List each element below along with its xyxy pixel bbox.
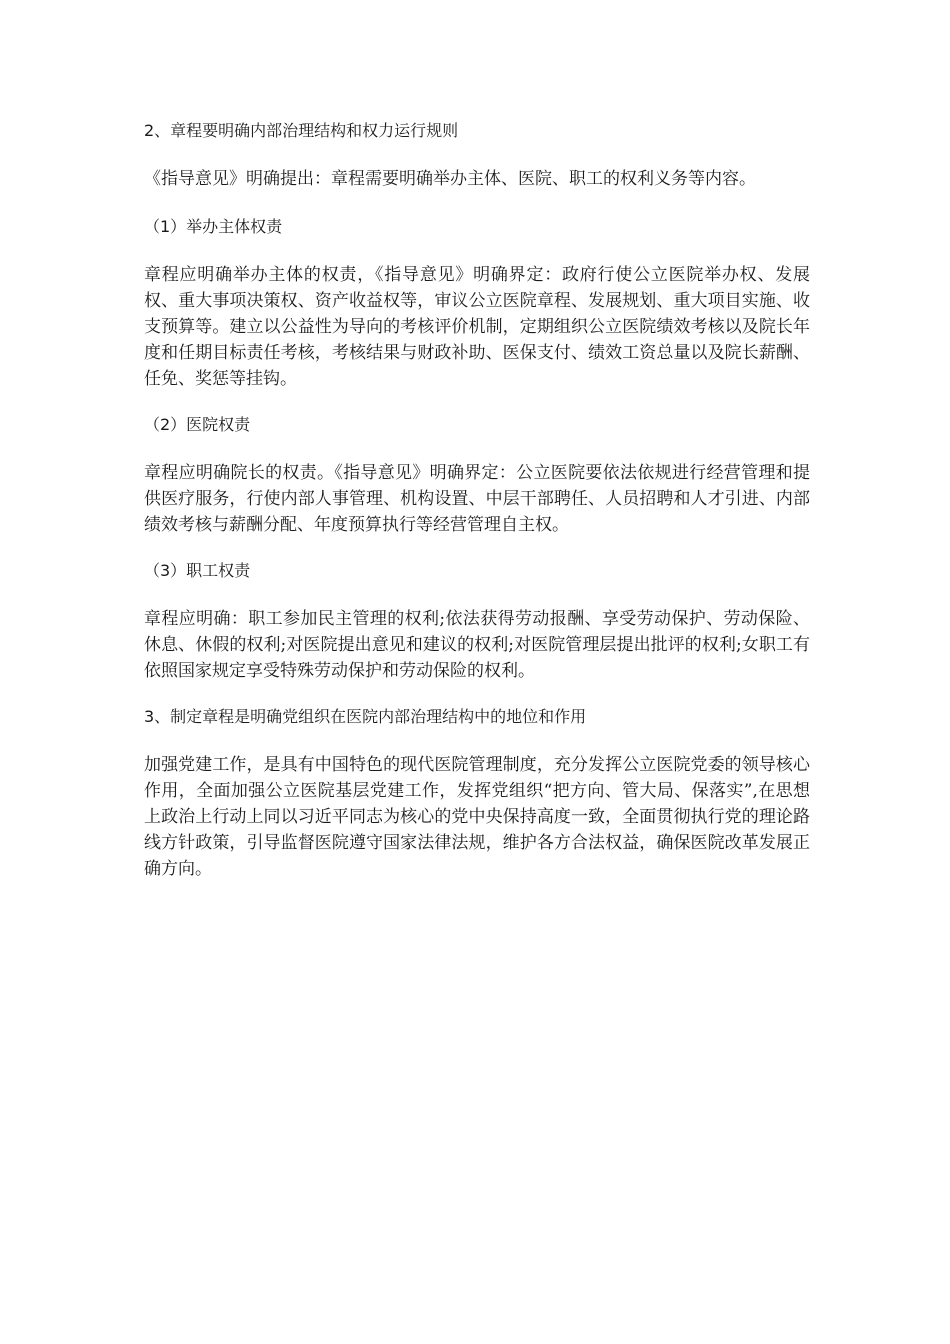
document-body bbox=[144, 118, 810, 904]
subsection-2-title: （2）医院权责 bbox=[144, 415, 251, 434]
section-3-body: 加强党建工作，是具有中国特色的现代医院管理制度，充分发挥公立医院党委的领导核心作用，全面加强公立医院基层党建工作，发挥党组织“把方向、管大局、保落实”,在思想上政治上行动上同以习近平同志为核心的党中央保持高度一致，全面贯彻执行党的理论路线方针政策，引导监督医院遵守国家法律法规，维护各方合法权益，确保医院改革发展正确方向。 bbox=[144, 755, 810, 879]
section-3-title: 3、制定章程是明确党组织在医院内部治理结构中的地位和作用 bbox=[144, 707, 587, 726]
subsection-1-body: 章程应明确举办主体的权责，《指导意见》明确界定：政府行使公立医院举办权、发展权、重大事项决策权、资产收益权等，审议公立医院章程、发展规划、重大项目实施、收支预算等。建立以公益性为导向的考核评价机制，定期组织公立医院绩效考核以及院长年度和任期目标责任考核，考核结果与财政补助、医保支付、绩效工资总量以及院长薪酬、任免、奖惩等挂钩。 bbox=[144, 265, 810, 389]
subsection-3-title: （3）职工权责 bbox=[144, 561, 251, 580]
subsection-3-body: 章程应明确：职工参加民主管理的权利;依法获得劳动报酬、享受劳动保护、劳动保险、休息、休假的权利;对医院提出意见和建议的权利;对医院管理层提出批评的权利;女职工有依照国家规定享受特殊劳动保护和劳动保险的权利。 bbox=[144, 609, 810, 681]
section-2-title: 2、章程要明确内部治理结构和权力运行规则 bbox=[144, 121, 459, 140]
subsection-1-title: （1）举办主体权责 bbox=[144, 217, 283, 236]
section-2-intro: 《指导意见》明确提出：章程需要明确举办主体、医院、职工的权利义务等内容。 bbox=[144, 169, 756, 189]
subsection-2-body: 章程应明确院长的权责。《指导意见》明确界定：公立医院要依法依规进行经营管理和提供医疗服务，行使内部人事管理、机构设置、中层干部聘任、人员招聘和人才引进、内部绩效考核与薪酬分配、年度预算执行等经营管理自主权。 bbox=[144, 463, 810, 535]
